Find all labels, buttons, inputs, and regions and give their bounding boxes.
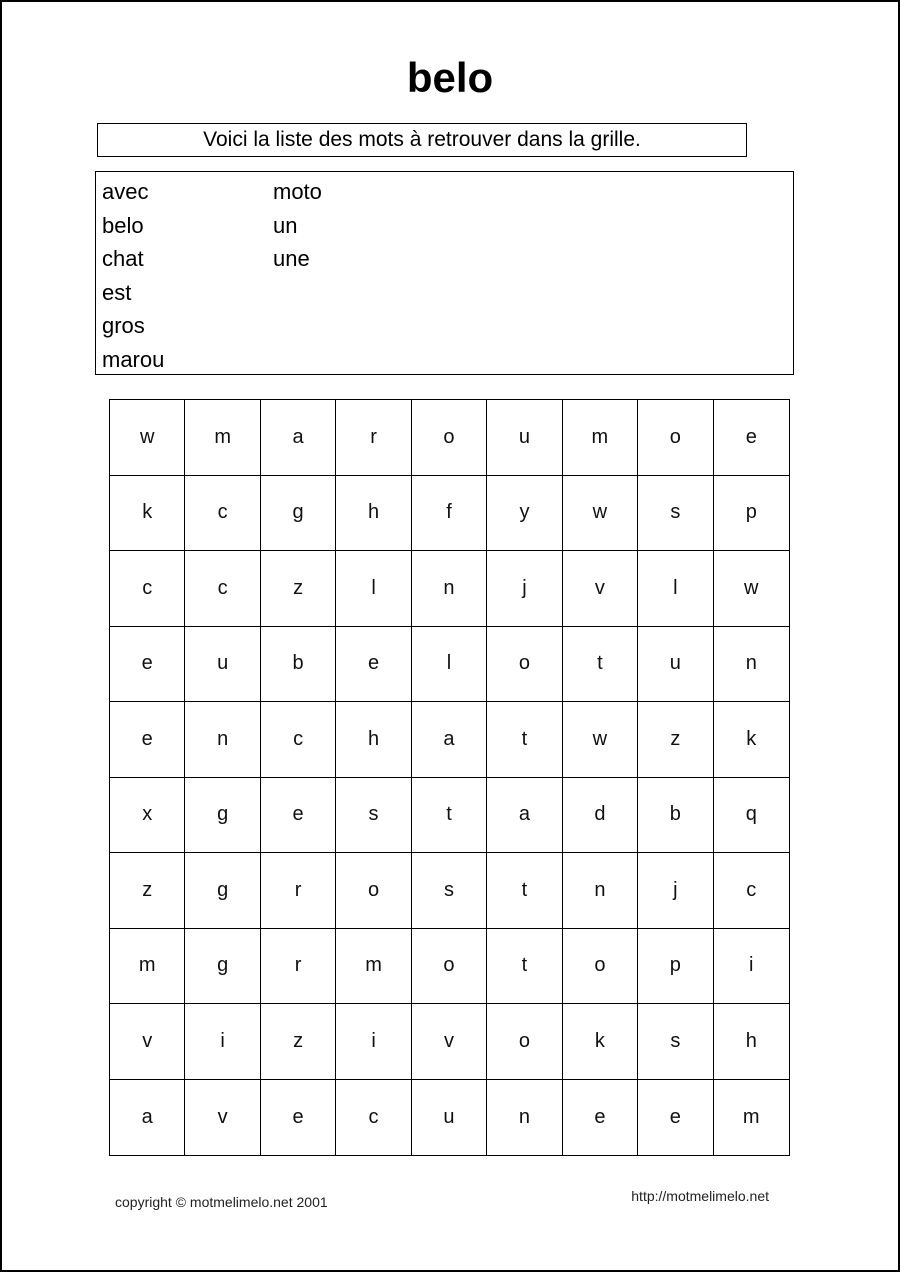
grid-cell-r2c4[interactable]: h [336, 476, 411, 552]
grid-cell-r10c8[interactable]: e [638, 1080, 713, 1156]
word-list-item: un [273, 212, 298, 238]
grid-cell-r10c5[interactable]: u [412, 1080, 487, 1156]
word-list-column-1 [102, 175, 164, 377]
instruction-box [97, 123, 747, 157]
grid-cell-r7c7[interactable]: n [563, 853, 638, 929]
word-list-item: chat [102, 246, 144, 272]
grid-cell-r6c7[interactable]: d [563, 778, 638, 854]
grid-cell-r9c7[interactable]: k [563, 1004, 638, 1080]
grid-cell-r8c6[interactable]: t [487, 929, 562, 1005]
grid-cell-r10c1[interactable]: a [110, 1080, 185, 1156]
word-list-box [95, 171, 794, 375]
grid-cell-r1c8[interactable]: o [638, 400, 713, 476]
grid-cell-r9c3[interactable]: z [261, 1004, 336, 1080]
grid-cell-r3c7[interactable]: v [563, 551, 638, 627]
instruction-text: Voici la liste des mots à retrouver dans la grille. [203, 128, 641, 151]
grid-cell-r8c9[interactable]: i [714, 929, 789, 1005]
grid-cell-r4c4[interactable]: e [336, 627, 411, 703]
grid-cell-r3c9[interactable]: w [714, 551, 789, 627]
grid-cell-r9c5[interactable]: v [412, 1004, 487, 1080]
grid-cell-r4c3[interactable]: b [261, 627, 336, 703]
grid-cell-r7c8[interactable]: j [638, 853, 713, 929]
footer-url: http://motmelimelo.net [631, 1188, 769, 1204]
grid-cell-r8c3[interactable]: r [261, 929, 336, 1005]
word-list-item: une [273, 246, 310, 272]
grid-cell-r6c1[interactable]: x [110, 778, 185, 854]
grid-cell-r1c5[interactable]: o [412, 400, 487, 476]
grid-cell-r8c5[interactable]: o [412, 929, 487, 1005]
letter-grid [109, 399, 790, 1156]
grid-cell-r9c2[interactable]: i [185, 1004, 260, 1080]
grid-cell-r1c9[interactable]: e [714, 400, 789, 476]
grid-cell-r5c1[interactable]: e [110, 702, 185, 778]
grid-cell-r5c4[interactable]: h [336, 702, 411, 778]
grid-cell-r6c9[interactable]: q [714, 778, 789, 854]
grid-cell-r6c8[interactable]: b [638, 778, 713, 854]
grid-cell-r5c3[interactable]: c [261, 702, 336, 778]
grid-cell-r4c8[interactable]: u [638, 627, 713, 703]
grid-cell-r6c4[interactable]: s [336, 778, 411, 854]
grid-cell-r8c2[interactable]: g [185, 929, 260, 1005]
grid-cell-r7c6[interactable]: t [487, 853, 562, 929]
grid-cell-r3c6[interactable]: j [487, 551, 562, 627]
grid-cell-r8c7[interactable]: o [563, 929, 638, 1005]
grid-cell-r6c3[interactable]: e [261, 778, 336, 854]
grid-cell-r4c6[interactable]: o [487, 627, 562, 703]
grid-cell-r7c1[interactable]: z [110, 853, 185, 929]
grid-cell-r10c6[interactable]: n [487, 1080, 562, 1156]
footer-copyright: copyright © motmelimelo.net 2001 [115, 1194, 328, 1210]
grid-cell-r6c2[interactable]: g [185, 778, 260, 854]
grid-cell-r1c1[interactable]: w [110, 400, 185, 476]
grid-cell-r3c3[interactable]: z [261, 551, 336, 627]
grid-cell-r5c2[interactable]: n [185, 702, 260, 778]
word-list-column-2 [273, 175, 322, 276]
grid-cell-r2c9[interactable]: p [714, 476, 789, 552]
grid-cell-r3c1[interactable]: c [110, 551, 185, 627]
grid-cell-r9c1[interactable]: v [110, 1004, 185, 1080]
grid-cell-r3c8[interactable]: l [638, 551, 713, 627]
grid-cell-r10c4[interactable]: c [336, 1080, 411, 1156]
grid-cell-r9c8[interactable]: s [638, 1004, 713, 1080]
grid-cell-r8c1[interactable]: m [110, 929, 185, 1005]
grid-cell-r4c5[interactable]: l [412, 627, 487, 703]
grid-cell-r10c2[interactable]: v [185, 1080, 260, 1156]
grid-cell-r8c4[interactable]: m [336, 929, 411, 1005]
grid-cell-r9c9[interactable]: h [714, 1004, 789, 1080]
grid-cell-r2c3[interactable]: g [261, 476, 336, 552]
grid-cell-r2c6[interactable]: y [487, 476, 562, 552]
grid-cell-r2c5[interactable]: f [412, 476, 487, 552]
grid-cell-r6c6[interactable]: a [487, 778, 562, 854]
grid-cell-r7c4[interactable]: o [336, 853, 411, 929]
grid-cell-r2c7[interactable]: w [563, 476, 638, 552]
grid-cell-r2c1[interactable]: k [110, 476, 185, 552]
grid-cell-r3c2[interactable]: c [185, 551, 260, 627]
grid-cell-r3c5[interactable]: n [412, 551, 487, 627]
grid-cell-r7c5[interactable]: s [412, 853, 487, 929]
grid-cell-r1c2[interactable]: m [185, 400, 260, 476]
grid-cell-r1c3[interactable]: a [261, 400, 336, 476]
grid-cell-r4c7[interactable]: t [563, 627, 638, 703]
grid-cell-r6c5[interactable]: t [412, 778, 487, 854]
grid-cell-r9c6[interactable]: o [487, 1004, 562, 1080]
grid-cell-r5c5[interactable]: a [412, 702, 487, 778]
grid-cell-r10c9[interactable]: m [742, 1105, 760, 1128]
word-list-item: marou [102, 346, 165, 372]
word-list-item: avec [102, 179, 149, 204]
word-list-item: est [102, 279, 132, 305]
word-list-item: moto [273, 179, 322, 204]
grid-cell-r7c3[interactable]: r [261, 853, 336, 929]
grid-cell-r4c2[interactable]: u [185, 627, 260, 703]
grid-cell-r1c4[interactable]: r [336, 400, 411, 476]
grid-cell-r5c9[interactable]: k [714, 702, 789, 778]
grid-cell-r10c7[interactable]: e [563, 1080, 638, 1156]
grid-cell-r5c6[interactable]: t [487, 702, 562, 778]
page-title: belo [406, 54, 494, 101]
grid-cell-r4c9[interactable]: n [714, 627, 789, 703]
grid-cell-r5c8[interactable]: z [638, 702, 713, 778]
word-list-item: belo [102, 212, 144, 238]
grid-cell-r10c3[interactable]: e [261, 1080, 336, 1156]
word-list-item: gros [102, 313, 145, 339]
grid-cell-r3c4[interactable]: l [336, 551, 411, 627]
grid-cell-r4c1[interactable]: e [110, 627, 185, 703]
grid-cell-r9c4[interactable]: i [336, 1004, 411, 1080]
grid-cell-r5c7[interactable]: w [563, 702, 638, 778]
grid-cell-r8c8[interactable]: p [638, 929, 713, 1005]
grid-cell-r2c8[interactable]: s [638, 476, 713, 552]
grid-cell-r7c2[interactable]: g [185, 853, 260, 929]
grid-cell-r1c6[interactable]: u [487, 400, 562, 476]
grid-cell-r2c2[interactable]: c [185, 476, 260, 552]
grid-cell-r7c9[interactable]: c [714, 853, 789, 929]
grid-cell-r1c7[interactable]: m [563, 400, 638, 476]
